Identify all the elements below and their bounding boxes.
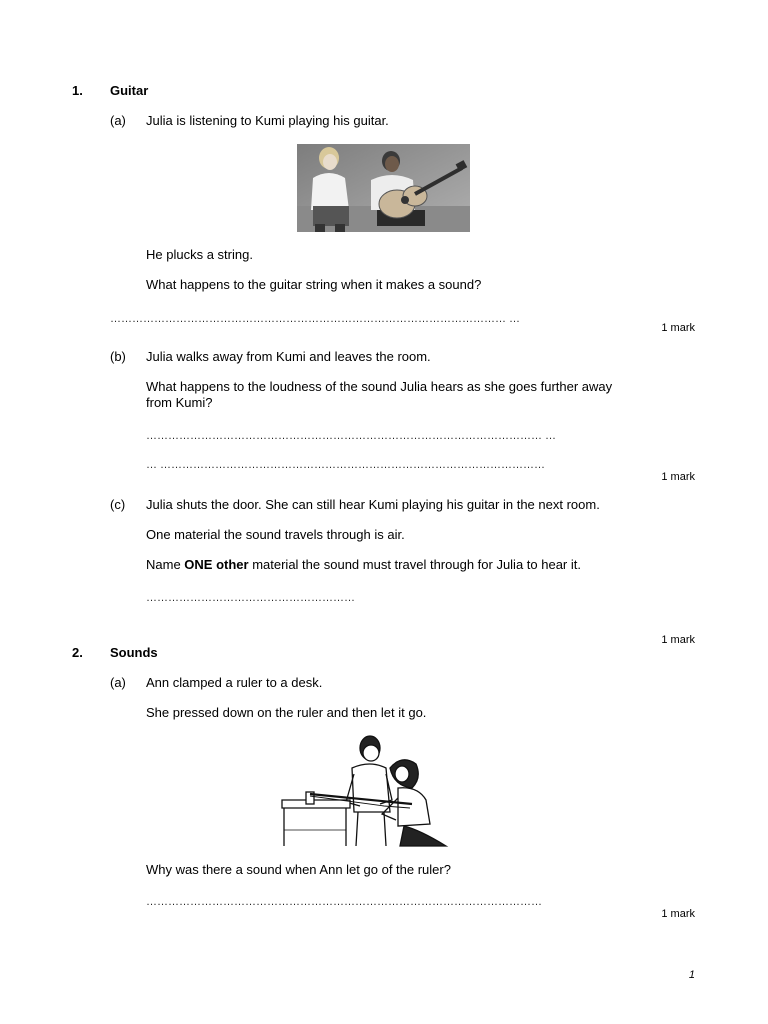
q1a-question: What happens to the guitar string when it makes a sound? [146,277,482,292]
q2a-mark: 1 mark [661,908,695,920]
q1b-answer-line1[interactable]: ……………………………………………………………………………………………… … [146,430,557,442]
page-number: 1 [688,969,695,981]
q1a-label: (a) [110,113,126,128]
q2-number: 2. [72,645,83,660]
q2-title: Sounds [110,645,158,660]
ruler-drawing [280,734,452,850]
q1a-line1: He plucks a string. [146,247,253,262]
q1c-label: (c) [110,497,126,512]
q1c-question-bold: ONE other [184,557,249,572]
q1c-line1: One material the sound travels through is air. [146,527,405,542]
q1a-text: Julia is listening to Kumi playing his guitar. [146,113,389,128]
q1-title: Guitar [110,83,149,98]
guitar-photo-illustration [297,144,470,232]
q2a-label: (a) [110,675,126,690]
q1a-answer-line[interactable]: ……………………………………………………………………………………………… … [110,313,521,325]
q1-number: 1. [72,83,83,98]
q2a-line1: She pressed down on the ruler and then let it go. [146,705,427,720]
q1c-answer-line[interactable]: ………………………………………………… [146,592,355,604]
q2a-answer-line[interactable]: ……………………………………………………………………………………………… [146,896,542,908]
q1c-text: Julia shuts the door. She can still hear Kumi playing his guitar in the next room. [146,497,600,512]
q1b-text: Julia walks away from Kumi and leaves the room. [146,349,431,364]
q1b-label: (b) [110,349,126,364]
q2a-text: Ann clamped a ruler to a desk. [146,675,323,690]
q1b-question-line1: What happens to the loudness of the sound Julia hears as she goes further away [146,379,613,394]
q1c-question [146,557,581,573]
q2a-question: Why was there a sound when Ann let go of the ruler? [146,862,451,877]
q1b-question-line2: from Kumi? [146,395,213,410]
q1b-mark: 1 mark [661,471,695,483]
q1c-mark: 1 mark [661,634,695,646]
guitar-photo [297,144,470,232]
q1b-answer-line2[interactable]: … …………………………………………………………………………………………… [146,459,546,471]
ruler-drawing-illustration [280,734,452,850]
q1c-question-pre: Name [146,557,185,572]
q1a-mark: 1 mark [661,322,695,334]
q1c-question-post: material the sound must travel through for Julia to hear it. [248,557,581,572]
